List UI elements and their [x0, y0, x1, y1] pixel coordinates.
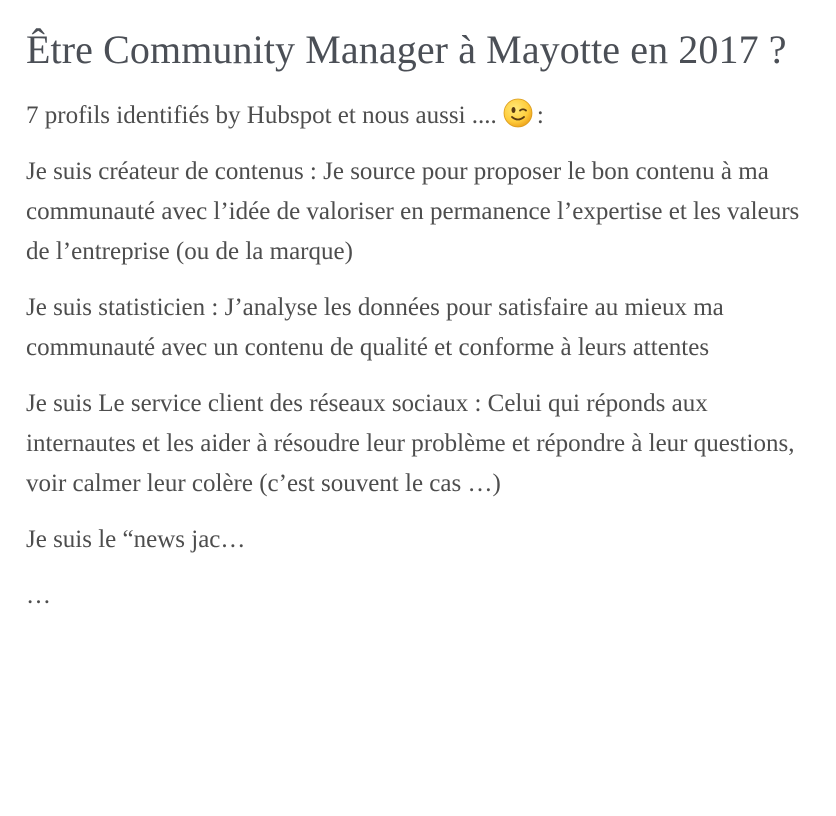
trailing-ellipsis: … [26, 582, 51, 609]
winking-face-emoji-icon [503, 98, 533, 128]
paragraph-news-jacker: Je suis le “news jac… [26, 526, 246, 553]
paragraph-content-creator: Je suis créateur de contenus : Je source pour proposer le bon contenu à ma communauté avec l’idée de valoriser en permanence l’expertise et les valeurs de l’entreprise (ou de la marque) [26, 158, 800, 265]
intro-text: 7 profils identifiés by Hubspot et nous aussi .... [26, 102, 497, 129]
article [26, 22, 816, 616]
intro-suffix: : [536, 102, 544, 129]
intro-paragraph [26, 96, 816, 136]
article-title: Être Community Manager à Mayotte en 2017 ? [26, 27, 787, 72]
paragraph-customer-service: Je suis Le service client des réseaux sociaux : Celui qui réponds aux internautes et les aider à résoudre leur problème et répondre à leur questions, voir calmer leur colère (c’est souvent le cas …) [26, 390, 795, 497]
paragraph-statistician: Je suis statisticien : J’analyse les données pour satisfaire au mieux ma communauté avec un contenu de qualité et conforme à leurs attentes [26, 294, 724, 361]
